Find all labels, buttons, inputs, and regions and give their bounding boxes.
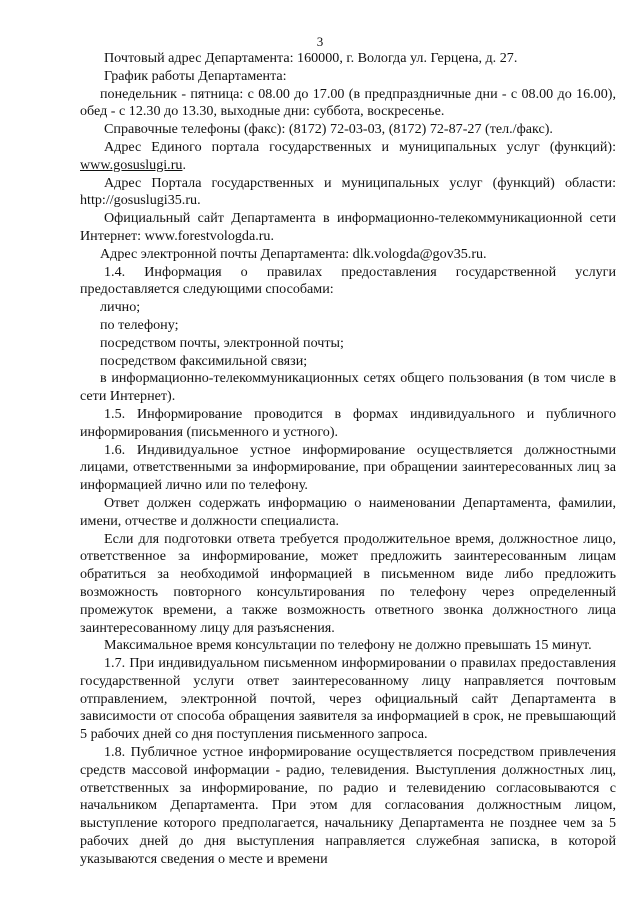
paragraph-schedule-details: понедельник - пятница: с 08.00 до 17.00 (в предпраздничные дни - с 08.00 до 16.00), обед - с 12.30 до 13.30, выходные дни: суббота, воскресенье.	[80, 85, 616, 120]
list-item-phone: по телефону;	[100, 316, 179, 333]
paragraph-schedule-title: График работы Департамента:	[104, 67, 287, 84]
paragraph-max-time: Максимальное время консультации по телефону не должно превышать 15 минут.	[104, 637, 592, 654]
document-body	[80, 50, 616, 869]
paragraph-long-answer: Если для подготовки ответа требуется продолжительное время, должностное лицо, ответственное за информирование, может предложить заинтересованным лицам обратиться за необходимой информацией в письменном виде либо предложить возможность повторного консультирования по телефону через определенный промежуток времени, а также возможность ответного звонка должностного лица заинтересованному лицу для разъяснения.	[80, 530, 616, 636]
list-item-in-person: лично;	[100, 299, 141, 316]
paragraph-answer-content: Ответ должен содержать информацию о наименовании Департамента, фамилии, имени, отчестве и должности специалиста.	[80, 494, 616, 529]
paragraph-email: Адрес электронной почты Департамента: dlk.vologda@gov35.ru.	[100, 245, 487, 262]
paragraph-1-8: 1.8. Публичное устное информирование осуществляется посредством привлечения средств массовой информации - радио, телевидения. Выступления должностных лиц, ответственных за информирование, по радио и телевидению согласовываются с начальником Департамента. При этом для согласования должностным лицом, выступление которого предполагается, начальнику Департамента не позднее чем за 5 рабочих дней до дня выступления направляется служебная записка, в которой указываются сведения о месте и времени	[80, 744, 616, 867]
unified-portal-text: Адрес Единого портала государственных и муниципальных услуг (функций):	[104, 138, 616, 155]
paragraph-1-5: 1.5. Информирование проводится в формах индивидуального и публичного информирования (письменного и устного).	[80, 405, 616, 440]
paragraph-postal-address: Почтовый адрес Департамента: 160000, г. Вологда ул. Герцена, д. 27.	[104, 50, 518, 66]
unified-portal-period: .	[182, 156, 186, 173]
paragraph-unified-portal	[80, 139, 616, 175]
list-item-internet: в информационно-телекоммуникационных сетях общего пользования (в том числе в сети Интернет).	[80, 370, 616, 405]
paragraph-official-site: Официальный сайт Департамента в информационно-телекоммуникационной сети Интернет: www.forestvologda.ru.	[80, 210, 616, 244]
list-item-mail: посредством почты, электронной почты;	[100, 334, 344, 351]
gosuslugi-link[interactable]: www.gosuslugi.ru	[80, 156, 183, 173]
paragraph-1-7: 1.7. При индивидуальном письменном информировании о правилах предоставления государственной услуги ответ заинтересованному лицу направляется почтовым отправлением, электронной почтой, через официальный сайт Департамента в зависимости от способа обращения заявителя за информацией в срок, не превышающий 5 рабочих дней со дня поступления письменного запроса.	[80, 655, 616, 743]
paragraph-1-6: 1.6. Индивидуальное устное информирование осуществляется должностными лицами, ответственными за информирование, при обращении заинтересованных лиц за информацией лично или по телефону.	[80, 441, 616, 494]
paragraph-regional-portal: Адрес Портала государственных и муниципальных услуг (функций) области: http://gosuslugi35.ru.	[80, 174, 616, 209]
page-number: 3	[316, 34, 324, 49]
paragraph-phones: Справочные телефоны (факс): (8172) 72-03-03, (8172) 72-87-27 (тел./факс).	[104, 121, 553, 138]
list-item-fax: посредством факсимильной связи;	[100, 352, 308, 369]
paragraph-1-4: 1.4. Информация о правилах предоставления государственной услуги предоставляется следующими способами:	[80, 263, 616, 298]
